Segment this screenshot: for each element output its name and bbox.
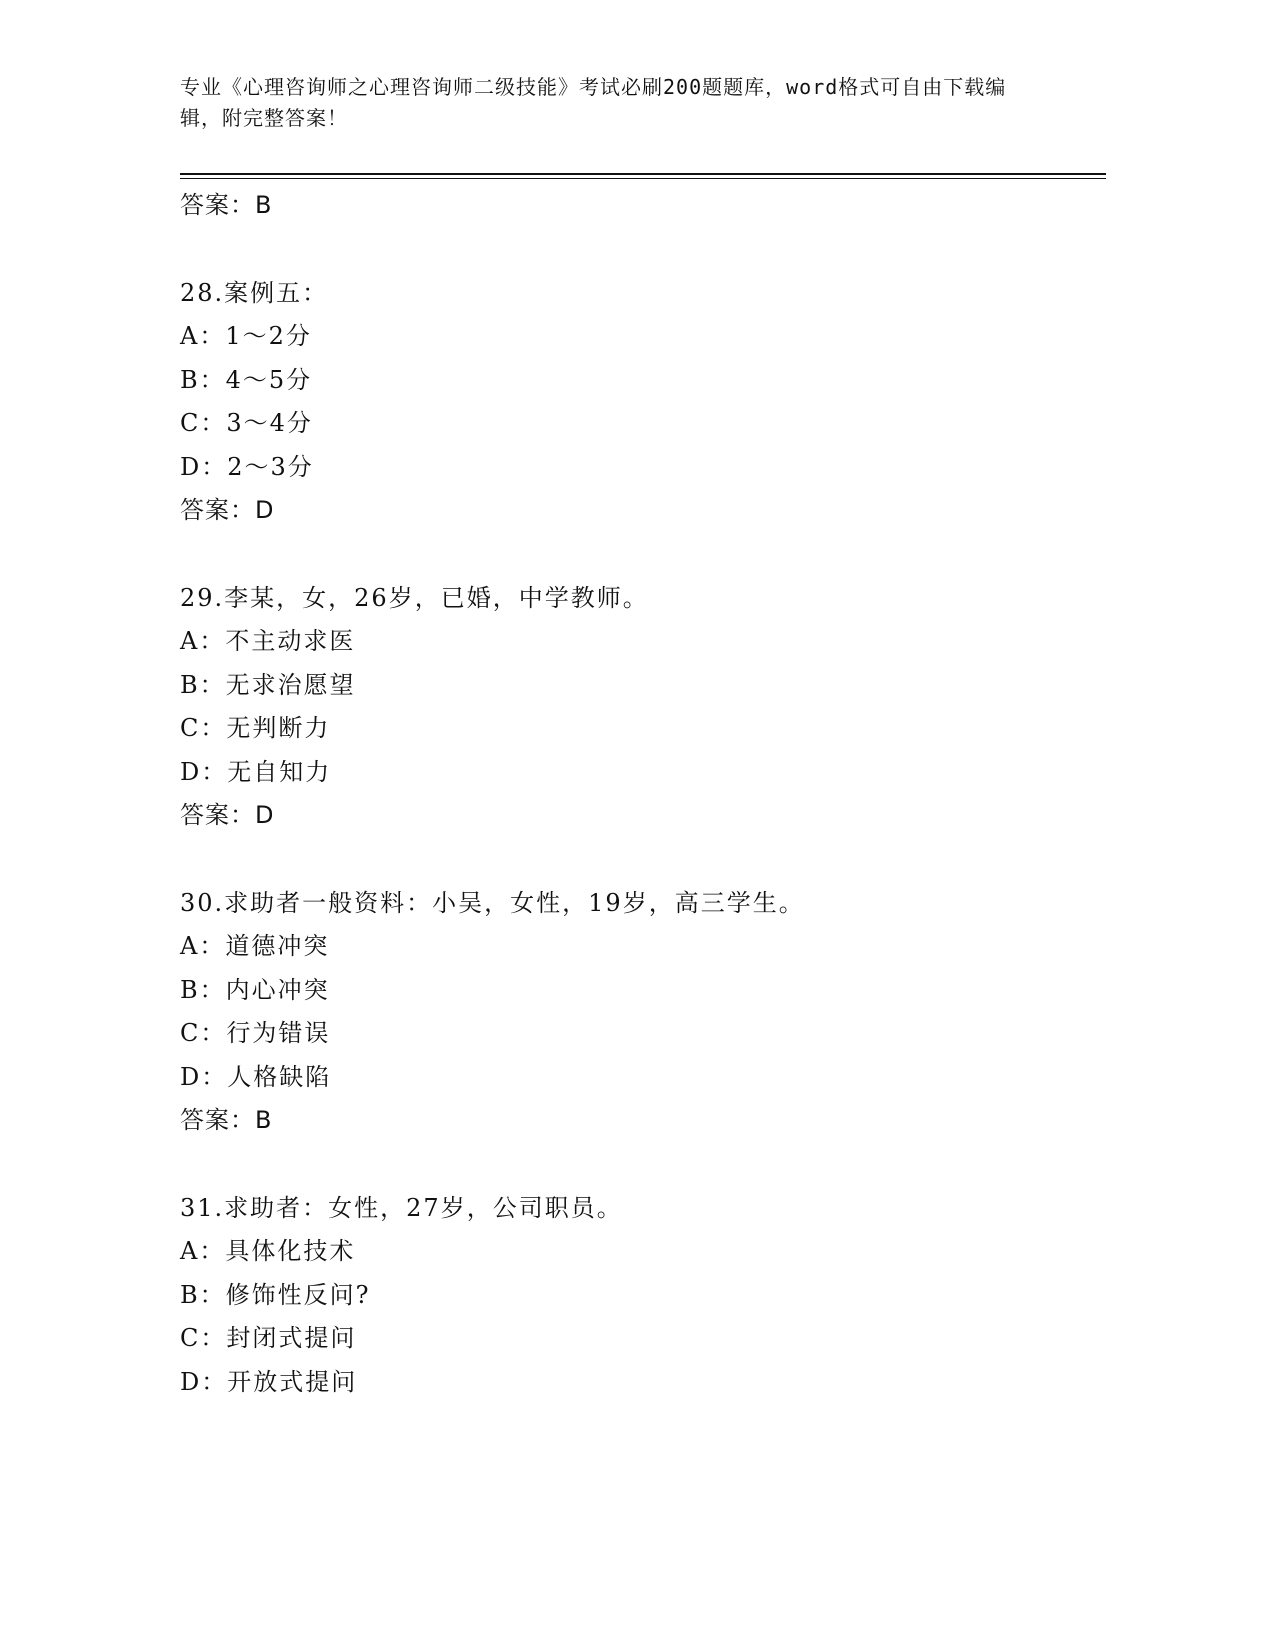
answer-text: 答案：B <box>180 1106 273 1134</box>
question-stem: 28.案例五： <box>180 278 329 307</box>
question-option: D：2～3分 <box>180 452 314 481</box>
header-divider <box>180 173 1106 175</box>
question-option: C：行为错误 <box>180 1019 331 1047</box>
question-block <box>180 272 1106 577</box>
question-option: B：4～5分 <box>180 365 313 394</box>
question-option: C：封闭式提问 <box>180 1324 357 1352</box>
question-option: C：无判断力 <box>180 714 331 742</box>
answer-text: 答案：D <box>180 801 275 829</box>
question-block <box>180 577 1106 882</box>
question-option: A：道德冲突 <box>180 932 330 960</box>
question-stem: 30.求助者一般资料：小吴，女性，19岁，高三学生。 <box>180 888 805 917</box>
question-block <box>180 1187 1106 1405</box>
answer-text: 答案：D <box>180 496 275 524</box>
question-option: D：无自知力 <box>180 757 332 786</box>
header-divider-thin <box>180 178 1106 179</box>
question-stem: 29.李某，女，26岁，已婚，中学教师。 <box>180 583 649 612</box>
question-option: C：3～4分 <box>180 409 313 437</box>
question-option: B：修饰性反问? <box>180 1280 371 1309</box>
question-stem: 31.求助者：女性，27岁，公司职员。 <box>180 1193 623 1222</box>
question-list <box>180 184 1106 1404</box>
question-option: A：不主动求医 <box>180 627 356 655</box>
document-header: 专业《心理咨询师之心理咨询师二级技能》考试必刷200题题库，word格式可自由下载编辑，附完整答案！ <box>180 75 1007 130</box>
question-block <box>180 882 1106 1187</box>
answer-text: 答案：B <box>180 191 273 219</box>
question-option: D：人格缺陷 <box>180 1062 332 1091</box>
question-option: B：内心冲突 <box>180 975 330 1004</box>
question-option: A：具体化技术 <box>180 1237 356 1265</box>
question-option: D：开放式提问 <box>180 1367 358 1396</box>
question-option: A：1～2分 <box>180 322 312 350</box>
question-option: B：无求治愿望 <box>180 670 356 699</box>
